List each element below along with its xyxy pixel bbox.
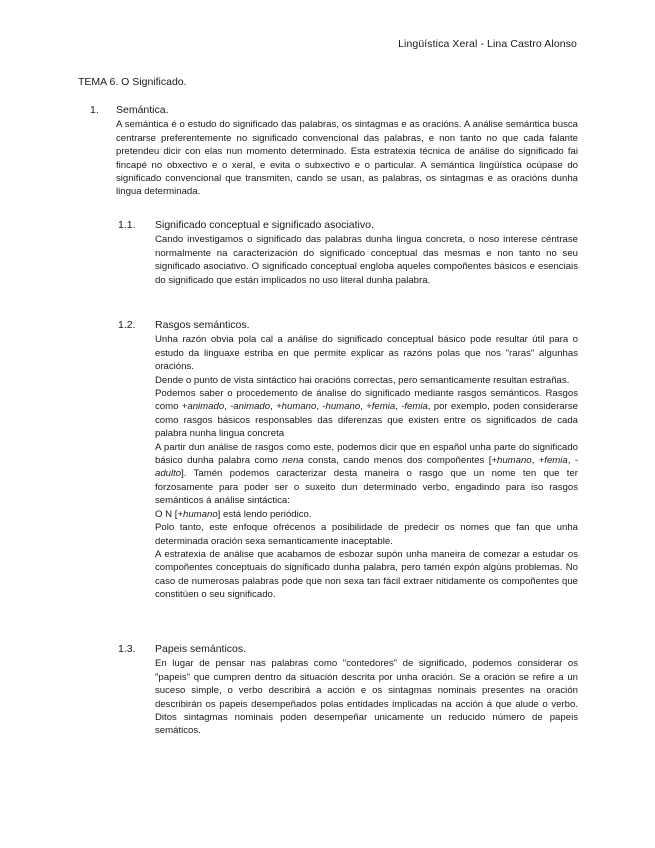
feature: +femia (538, 455, 568, 467)
running-header: Lingüística Xeral - Lina Castro Alonso (398, 38, 577, 50)
section-number: 1. (90, 104, 99, 116)
paragraph: A estratexia de análise que acabamos de esbozar supón unha maneira de comezar a estudar os compoñentes conceptuais do significado dunha palabra, pero tamén expón algúns problemas. No caso de numerosas palabras pode que non sexa tan fácil extraer nitidamente os compoñentes que constitúen o seu significado. (155, 548, 578, 601)
example-word: nena (282, 455, 304, 467)
section-number: 1.3. (118, 643, 136, 655)
text: consta, cando menos dos compoñentes [ (303, 455, 492, 467)
section-title: Papeis semánticos. (155, 643, 247, 655)
feature: +femia (366, 401, 396, 413)
text: Podemos saber o procedemento de ánalise do significado mediante rasgos semánticos. Rasgos como (155, 388, 578, 413)
section-1-1 (118, 219, 578, 287)
section-1 (90, 104, 578, 199)
paragraph: Polo tanto, este enfoque ofrécenos a posibilidade de predecir os nomes que fan que unha determinada oración sexa semanticamente inaceptable. (155, 522, 578, 547)
feature: -animado (230, 401, 271, 413)
section-title: Rasgos semánticos. (155, 319, 250, 331)
section-title: Semántica. (116, 104, 169, 116)
feature: -adulto (155, 455, 578, 480)
paragraph: A semántica é o estudo do significado das palabras, os sintagmas e as oracións. A análise semántica busca centrarse preferentemente no significado convencional das palabras, e non tanto no que cada falante pretendeu dicir con elas nun momento determinado. Esta estratexia técnica de análise do significado fai fincapé no obxectivo e o xeral, e evita o subxectivo e o particular. A semántica lingüística ocúpase do significado convencional que transmiten, cando se usan, as palabras, os sintagmas e as oracións dunha lingua determinada. (116, 119, 578, 198)
text: A partir dun análise de rasgos como este, podemos dicir que en español unha parte do significado básico dunha palabra como (155, 441, 578, 467)
feature: +humano (177, 508, 218, 520)
separator: , (395, 401, 402, 413)
separator: , (270, 401, 277, 413)
section-title: Significado conceptual e significado asociativo. (155, 219, 374, 231)
section-body (155, 233, 578, 287)
separator: , (224, 401, 231, 413)
separator: , (567, 455, 575, 467)
feature: +animado (181, 401, 225, 413)
text: ] está lendo periódico. (217, 508, 312, 520)
section-body (155, 657, 578, 737)
separator: , (360, 401, 367, 413)
text: , por exemplo, poden considerarse como rasgos básicos responsables das diferenzas que existen entre os significados de cada palabra nunha lingua concreta (155, 401, 578, 440)
feature: +humano (491, 455, 532, 467)
text: O N [ (155, 508, 178, 520)
topic-title: TEMA 6. O Significado. (78, 76, 187, 88)
paragraph: Unha razón obvia pola cal a análise do significado conceptual básico pode resultar útil para o estudo da linguaxe estriba en que permite explicar as razóns polas que nos "raras" algunhas oracións. (155, 334, 578, 373)
section-number: 1.1. (118, 219, 136, 231)
paragraph: Dende o punto de vista sintáctico hai oracións correctas, pero semanticamente resultan estrañas. (155, 374, 570, 386)
feature: -femia (401, 401, 428, 413)
paragraph (155, 441, 578, 508)
paragraph (155, 387, 578, 441)
separator: , (316, 401, 323, 413)
section-body (116, 118, 578, 198)
section-1-3 (118, 643, 578, 738)
text: ]. Tamén podemos caracterizar desta maneira o rasgo que un nome ten que ter forzosamente para poder ser o suxeito dun determinado verbo, engadindo para iso rasgos semánticos á análise sintáctica: (155, 468, 578, 507)
feature: +humano (276, 401, 317, 413)
feature: -humano (322, 401, 361, 413)
paragraph: Cando investigamos o significado das palabras dunha lingua concreta, o noso interese céntrase normalmente na caracterización do significado conceptual das mesmas e non tanto no seu significado asociativo. O significado conceptual engloba aqueles compoñentes básicos e esenciais do significado que están implicados no uso literal dunha palabra. (155, 234, 578, 286)
paragraph (155, 508, 578, 521)
paragraph: En lugar de pensar nas palabras como "contedores" de significado, podemos considerar os "papeis" que cumpren dentro da situación descrita por unha oración. Se a oración se refire a un suceso simple, o verbo describirá a acción e os sintagmas nominais presentes na oración describirán os papeis desempeñados polas entidades implicadas na acción á que alude o verbo. Ditos sintagmas nominais poden desempeñar unicamente un reducido número de papeis semáticos. (155, 658, 578, 737)
section-1-2 (118, 319, 578, 602)
separator: , (531, 455, 539, 467)
section-number: 1.2. (118, 319, 136, 331)
section-body (155, 333, 578, 601)
